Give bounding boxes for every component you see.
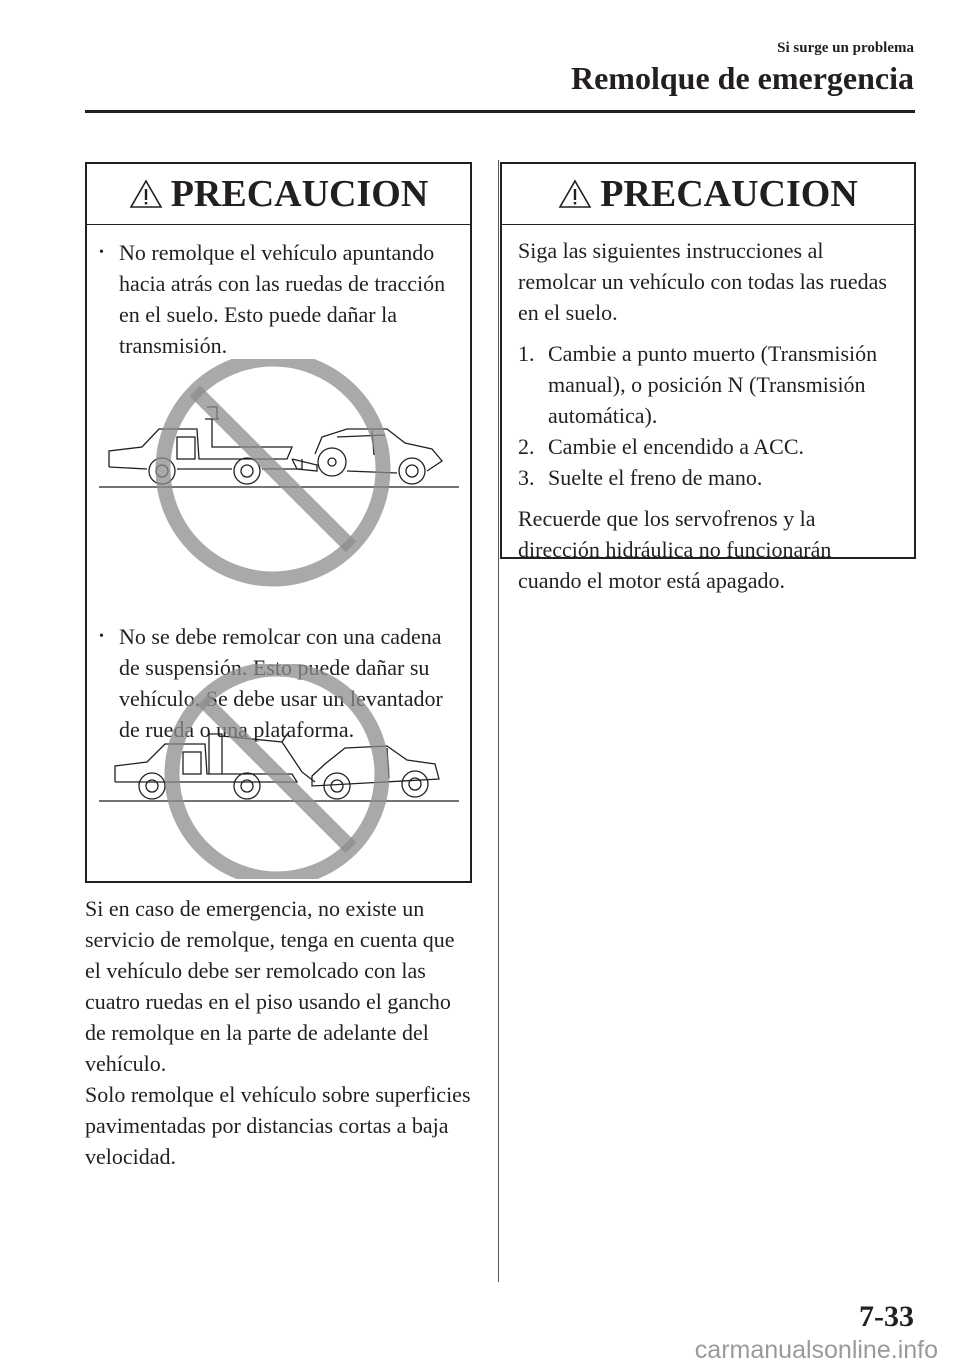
warning-icon bbox=[129, 179, 163, 209]
step-text: Suelte el freno de mano. bbox=[548, 465, 763, 490]
caution-box-right bbox=[500, 162, 916, 593]
header-rule bbox=[85, 110, 915, 113]
caution-bullet: • No remolque el vehículo apuntando hacia atrás con las ruedas de tracción en el suelo. Esto puede dañar la transmisión. bbox=[87, 237, 456, 361]
step-number: 2. bbox=[518, 434, 535, 459]
column-divider bbox=[498, 160, 499, 1282]
steps-list bbox=[518, 338, 900, 493]
step-text: Cambie el encendido a ACC. bbox=[548, 434, 804, 459]
caution-title: PRECAUCION bbox=[600, 173, 858, 215]
section-title: Si surge un problema bbox=[777, 40, 914, 56]
step-item bbox=[518, 431, 900, 462]
warning-icon bbox=[558, 179, 592, 209]
prohibition-sign bbox=[172, 669, 382, 879]
no-chain-tow-illustration bbox=[87, 664, 470, 879]
chapter-title: Remolque de emergencia bbox=[570, 60, 914, 96]
step-number: 1. bbox=[518, 341, 535, 366]
step-text: Cambie a punto muerto (Transmisión manual), o posición N (Transmisión automática). bbox=[548, 341, 878, 428]
page-number: 7-33 bbox=[859, 1300, 914, 1333]
body-paragraph: Si en caso de emergencia, no existe un servicio de remolque, tenga en cuenta que el vehículo debe ser remolcado con las cuatro ruedas en el piso usando el gancho de remolque en la parte de adelante del vehículo. bbox=[85, 896, 455, 1076]
caution-box-left bbox=[85, 162, 472, 883]
caution-intro: Siga las siguientes instrucciones al remolcar un vehículo con todas las ruedas en el suelo. bbox=[518, 238, 887, 325]
step-item bbox=[518, 338, 900, 431]
watermark: carmanualsonline.info bbox=[694, 1336, 938, 1362]
no-tow-backward-illustration bbox=[87, 359, 470, 614]
step-item bbox=[518, 462, 900, 493]
caution-header bbox=[87, 164, 470, 225]
caution-bullet: • No se debe remolcar con una cadena de suspensión. Esto puede dañar su vehículo. Se debe usar un levantador de rueda o una plataforma. bbox=[87, 621, 456, 745]
towing-instructions bbox=[85, 893, 475, 1172]
body-paragraph: Solo remolque el vehículo sobre superficies pavimentadas por distancias cortas a baja velocidad. bbox=[85, 1082, 471, 1169]
caution-header bbox=[502, 164, 914, 225]
caution-note: Recuerde que los servofrenos y la dirección hidráulica no funcionarán cuando el motor está apagado. bbox=[518, 506, 832, 593]
caution-title: PRECAUCION bbox=[170, 173, 429, 215]
step-number: 3. bbox=[518, 465, 535, 490]
